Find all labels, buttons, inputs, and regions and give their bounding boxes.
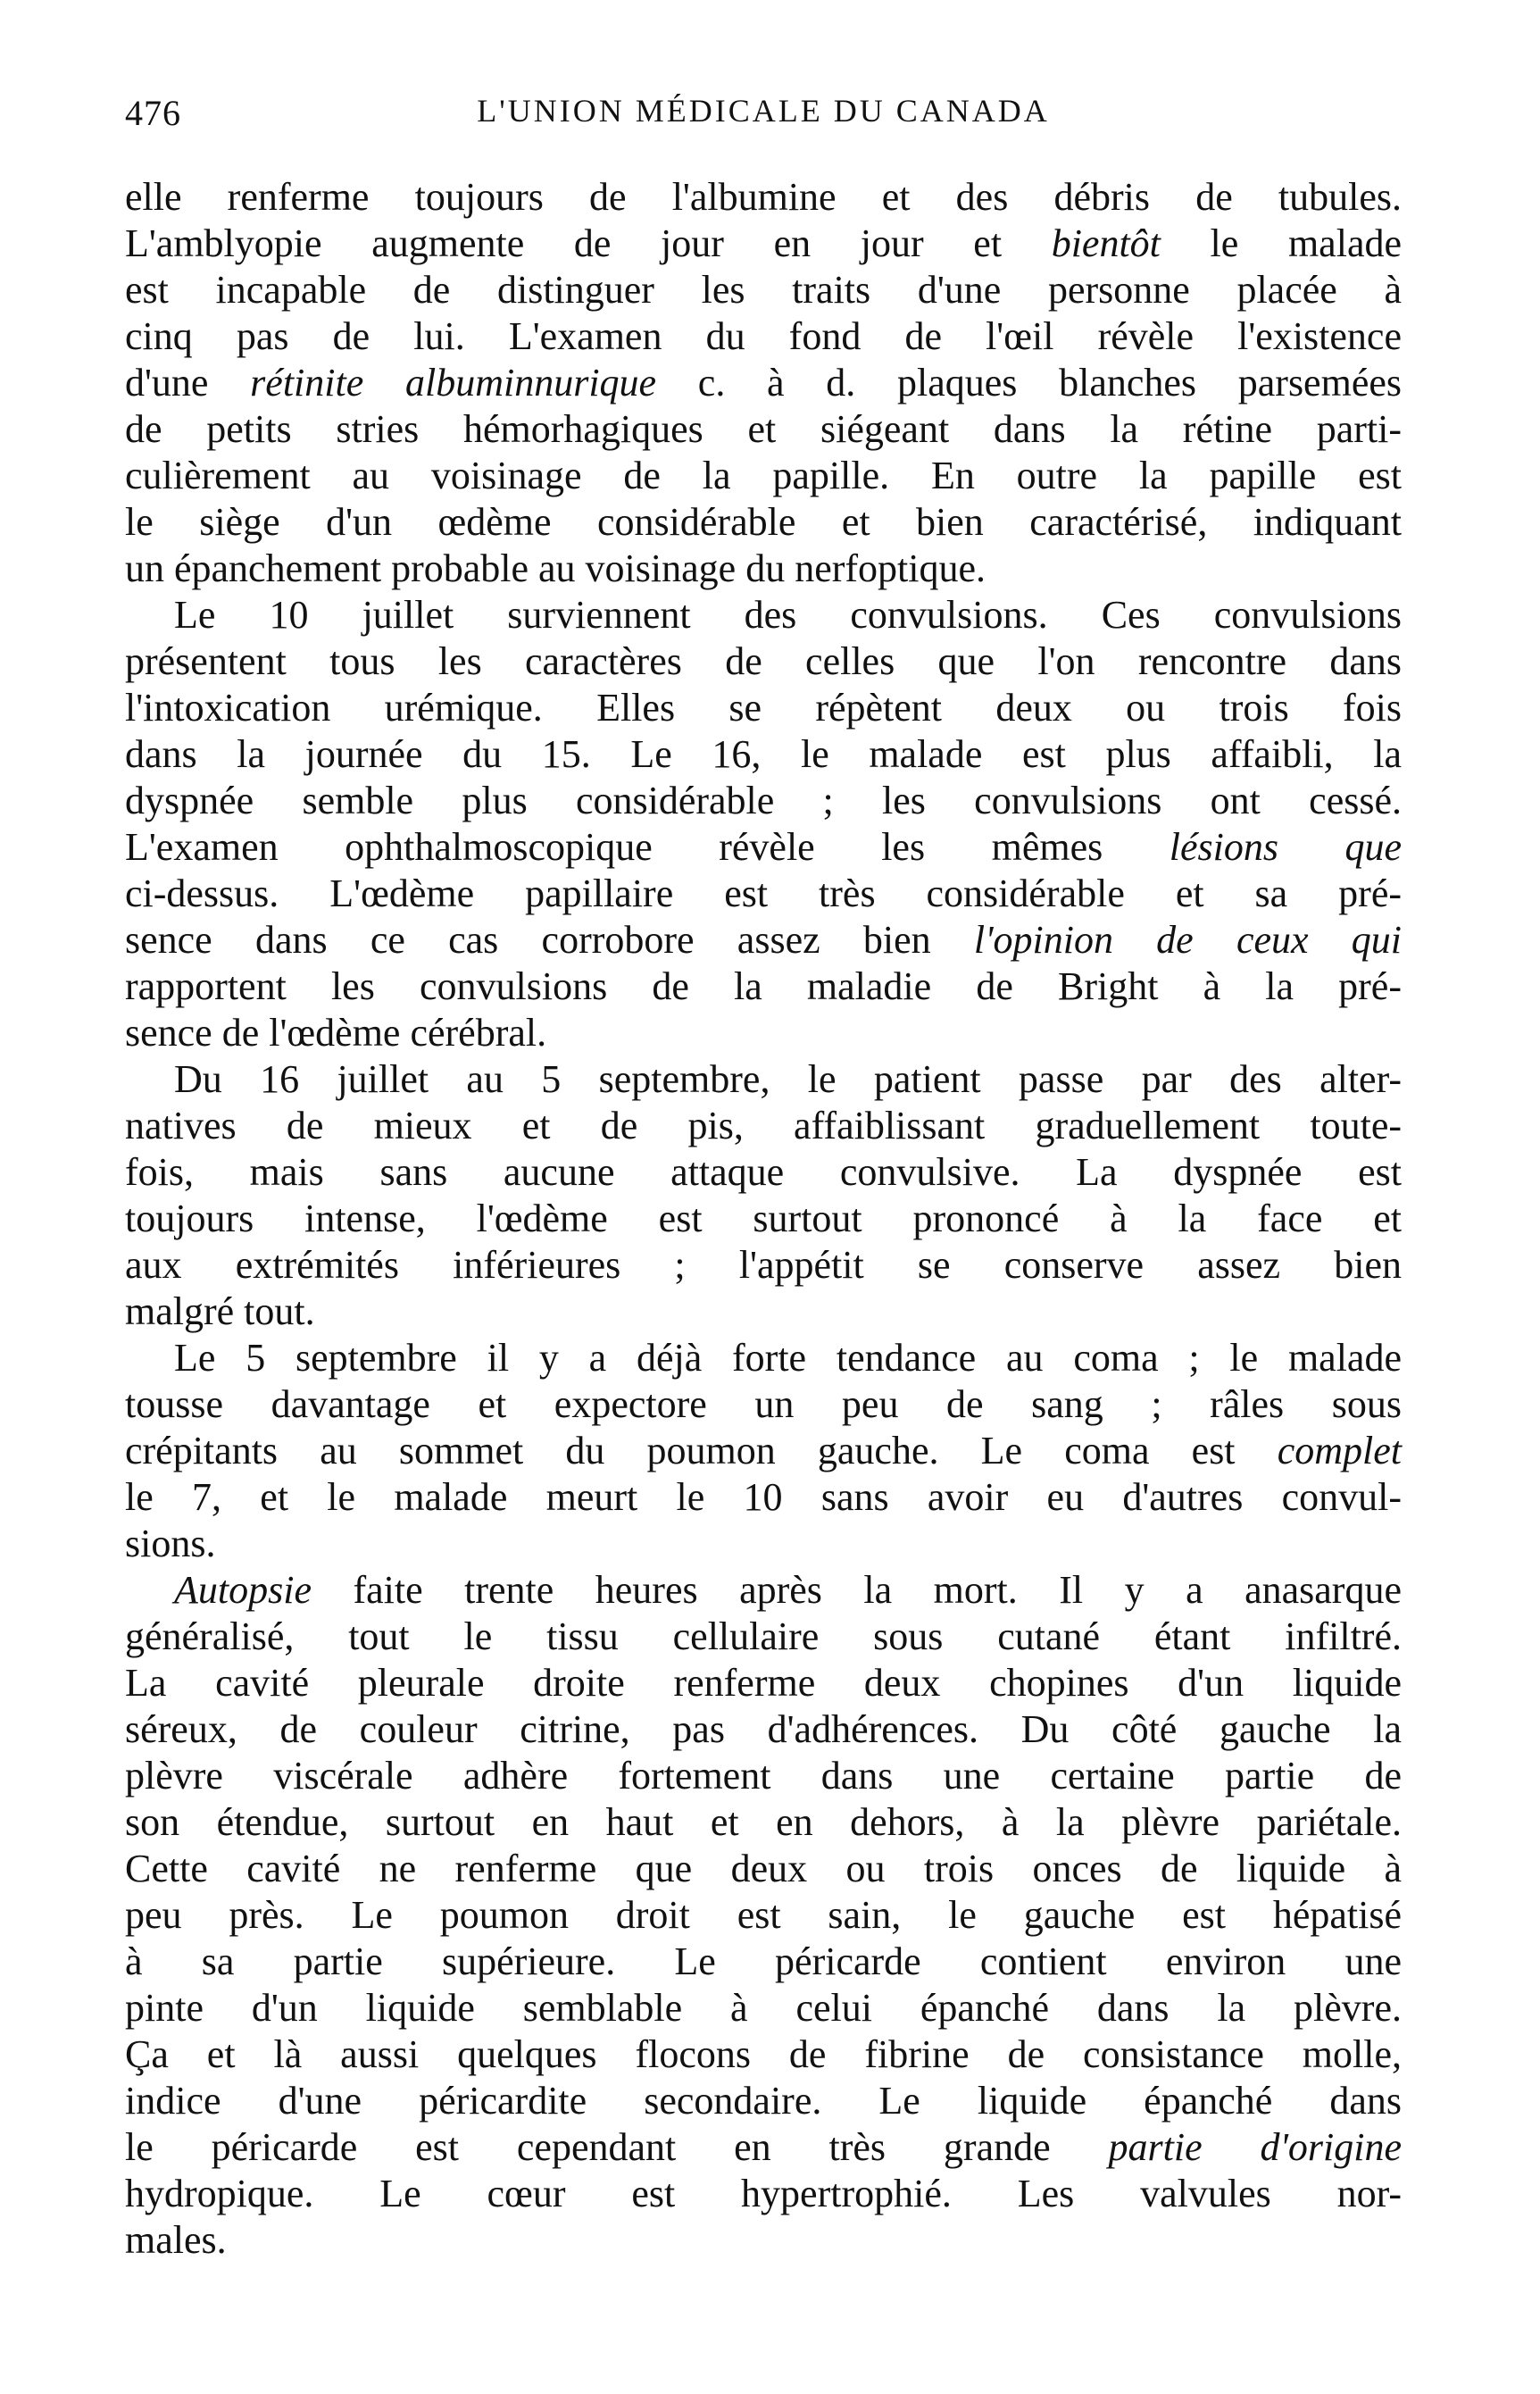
body-text: [125, 174, 1402, 2264]
text-line: Le 10 juillet surviennent des convulsions. Ces convulsions: [174, 593, 1402, 637]
text-line: Le 5 septembre il y a déjà forte tendance au coma ; le malade: [174, 1336, 1402, 1380]
text-line: males.: [125, 2218, 227, 2262]
text-line: fois, mais sans aucune attaque convulsive. La dyspnée est: [125, 1150, 1402, 1194]
text-line: d'une rétinite albuminnurique c. à d. plaques blanches parsemées: [125, 361, 1402, 405]
text-line: plèvre viscérale adhère fortement dans une certaine partie de: [125, 1754, 1402, 1798]
text-line: elle renferme toujours de l'albumine et des débris de tubules.: [125, 175, 1402, 219]
text-line: indice d'une péricardite secondaire. Le liquide épanché dans: [125, 2079, 1402, 2123]
text-line: le 7, et le malade meurt le 10 sans avoir eu d'autres convul-: [125, 1475, 1402, 1519]
text-line: le péricarde est cependant en très grande partie d'origine: [125, 2125, 1402, 2169]
text-line: rapportent les convulsions de la maladie de Bright à la pré-: [125, 964, 1402, 1008]
text-line: son étendue, surtout en haut et en dehors, à la plèvre pariétale.: [125, 1800, 1402, 1844]
text-line: l'intoxication urémique. Elles se répètent deux ou trois fois: [125, 686, 1402, 730]
text-line: crépitants au sommet du poumon gauche. Le coma est complet: [125, 1429, 1402, 1472]
text-line: natives de mieux et de pis, affaiblissant graduellement toute-: [125, 1104, 1402, 1147]
text-line: de petits stries hémorhagiques et siégeant dans la rétine parti-: [125, 407, 1402, 451]
text-line: L'amblyopie augmente de jour en jour et bientôt le malade: [125, 221, 1402, 265]
text-line: L'examen ophthalmoscopique révèle les mêmes lésions que: [125, 825, 1402, 869]
running-title: L'UNION MÉDICALE DU CANADA: [477, 93, 1050, 129]
text-line: dyspnée semble plus considérable ; les convulsions ont cessé.: [125, 779, 1402, 822]
text-line: sence de l'œdème cérébral.: [125, 1011, 547, 1055]
text-line: peu près. Le poumon droit est sain, le gauche est hépatisé: [125, 1893, 1402, 1937]
text-line: hydropique. Le cœur est hypertrophié. Les valvules nor-: [125, 2172, 1402, 2215]
text-line: Cette cavité ne renferme que deux ou trois onces de liquide à: [125, 1847, 1402, 1890]
page-header: [125, 85, 1402, 147]
text-line: Ça et là aussi quelques flocons de fibrine de consistance molle,: [125, 2032, 1402, 2076]
text-line: culièrement au voisinage de la papille. En outre la papille est: [125, 454, 1402, 497]
text-line: cinq pas de lui. L'examen du fond de l'œil révèle l'existence: [125, 314, 1402, 358]
text-line: généralisé, tout le tissu cellulaire sous cutané étant infiltré.: [125, 1614, 1402, 1658]
text-line: est incapable de distinguer les traits d'une personne placée à: [125, 268, 1402, 312]
text-line: un épanchement probable au voisinage du nerfoptique.: [125, 546, 986, 590]
text-line: Du 16 juillet au 5 septembre, le patient passe par des alter-: [174, 1057, 1402, 1101]
text-line: Autopsie faite trente heures après la mort. Il y a anasarque: [174, 1568, 1402, 1612]
text-line: malgré tout.: [125, 1289, 315, 1333]
text-line: ci-dessus. L'œdème papillaire est très considérable et sa pré-: [125, 872, 1402, 915]
text-line: le siège d'un œdème considérable et bien caractérisé, indiquant: [125, 500, 1402, 544]
text-line: sions.: [125, 1522, 216, 1565]
page-number: 476: [125, 93, 181, 133]
text-line: tousse davantage et expectore un peu de sang ; râles sous: [125, 1382, 1402, 1426]
text-line: sence dans ce cas corrobore assez bien l'opinion de ceux qui: [125, 918, 1402, 962]
text-line: aux extrémités inférieures ; l'appétit se conserve assez bien: [125, 1243, 1402, 1287]
text-line: La cavité pleurale droite renferme deux chopines d'un liquide: [125, 1661, 1402, 1705]
text-line: à sa partie supérieure. Le péricarde contient environ une: [125, 1939, 1402, 1983]
text-line: séreux, de couleur citrine, pas d'adhérences. Du côté gauche la: [125, 1707, 1402, 1751]
text-line: présentent tous les caractères de celles que l'on rencontre dans: [125, 639, 1402, 683]
text-line: toujours intense, l'œdème est surtout prononcé à la face et: [125, 1197, 1402, 1240]
text-line: pinte d'un liquide semblable à celui épanché dans la plèvre.: [125, 1986, 1402, 2030]
text-line: dans la journée du 15. Le 16, le malade est plus affaibli, la: [125, 732, 1402, 776]
